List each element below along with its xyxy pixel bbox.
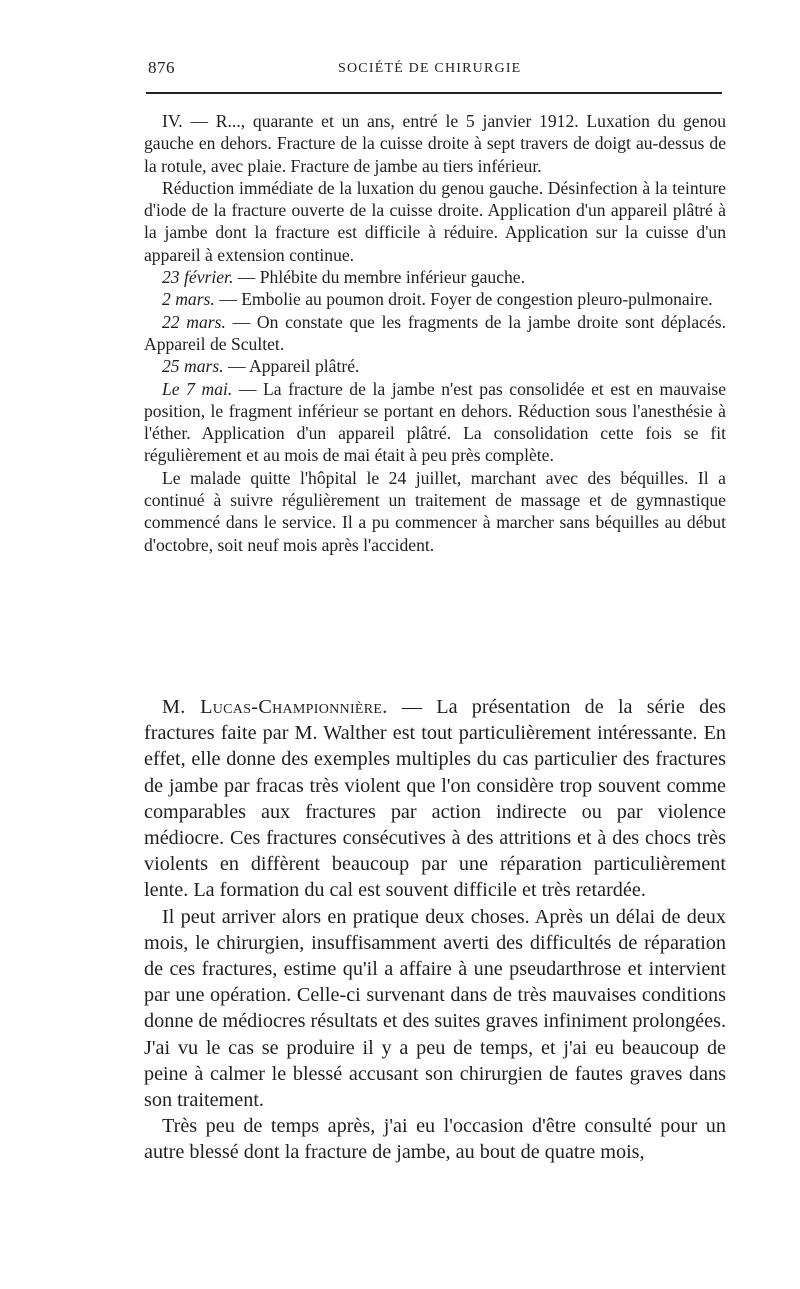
discussion-paragraph: Il peut arriver alors en pratique deux choses. Après un délai de deux mois, le chirurgien, insuffisamment averti des difficultés de réparation de ces fractures, estime qu'il a affaire à une pseudarthrose et intervient par une opération. Celle-ci survenant dans de très mauvaises conditions donne de médiocres résultats et des suites graves infiniment prolongées. J'ai vu le cas se produire il y a peu de temps, et j'ai eu beaucoup de peine à calmer le blessé accusant son chirurgien de fautes graves dans son traitement. (144, 905, 726, 1112)
header-rule (146, 92, 722, 94)
entry-date: Le 7 mai. (162, 378, 233, 399)
case-entry (144, 311, 726, 356)
discussion-paragraph (144, 694, 726, 904)
running-head: SOCIÉTÉ DE CHIRURGIE (338, 61, 522, 76)
discussion-text: — La présentation de la série des fractures faite par M. Walther est tout particulièrement intéressante. En effet, elle donne des exemples multiples du cas particulier des fractures de jambe par fracas très violent que l'on considère trop souvent comme comparables aux fractures par action indirecte ou par violence médiocre. Ces fractures consécutives à des attritions et à des chocs très violents en diffèrent beaucoup par une réparation particulièrement lente. La formation du cal est souvent difficile et très retardée. (144, 696, 727, 902)
entry-text: — Appareil plâtré. (223, 356, 360, 377)
entry-text: — Embolie au poumon droit. Foyer de congestion pleuro-pulmonaire. (214, 289, 713, 310)
case-entry (144, 355, 726, 377)
entry-date: 22 mars. (162, 311, 226, 332)
entry-text: — Phlébite du membre inférieur gauche. (233, 267, 526, 288)
case-intro: IV. — R..., quarante et un ans, entré le 5 janvier 1912. Luxation du genou gauche en dehors. Fracture de la cuisse droite à sept travers de doigt au-dessus de la rotule, avec plaie. Fracture de jambe au tiers inférieur. (144, 111, 726, 176)
entry-date: 2 mars. (162, 289, 215, 310)
entry-date: 23 février. (162, 267, 234, 288)
case-outcome: Le malade quitte l'hôpital le 24 juillet, marchant avec des béquilles. Il a continué à suivre régulièrement un traitement de massage et de gymnastique commencé dans le service. Il a pu commencer à marcher sans béquilles au début d'octobre, soit neuf mois après l'accident. (144, 467, 726, 555)
entry-text: — La fracture de la jambe n'est pas consolidée et est en mauvaise position, le fragment inférieur se portant en dehors. Réduction sous l'anesthésie à l'éther. Application d'un appareil plâtré. La consolidation cette fois se fit régulièrement et au mois de mai était à peu près complète. (144, 378, 727, 466)
speaker-name: M. Lucas-Championnière. (162, 696, 388, 718)
case-treatment: Réduction immédiate de la luxation du genou gauche. Désinfection à la teinture d'iode de la fracture ouverte de la cuisse droite. Application d'un appareil plâtré à la jambe dont la fracture est difficile à réduire. Application sur la cuisse d'un appareil à extension continue. (144, 177, 726, 265)
case-entry (144, 266, 726, 288)
page-number: 876 (148, 58, 175, 77)
entry-text: — On constate que les fragments de la jambe droite sont déplacés. Appareil de Scultet. (144, 311, 727, 354)
discussion-paragraph: Très peu de temps après, j'ai eu l'occasion d'être consulté pour un autre blessé dont la fracture de jambe, au bout de quatre mois, (144, 1115, 726, 1164)
entry-date: 25 mars. (162, 356, 224, 377)
case-report (144, 110, 726, 556)
case-entry (144, 378, 726, 467)
page-header (148, 58, 720, 82)
case-entry (144, 288, 726, 310)
discussion (144, 694, 726, 1166)
